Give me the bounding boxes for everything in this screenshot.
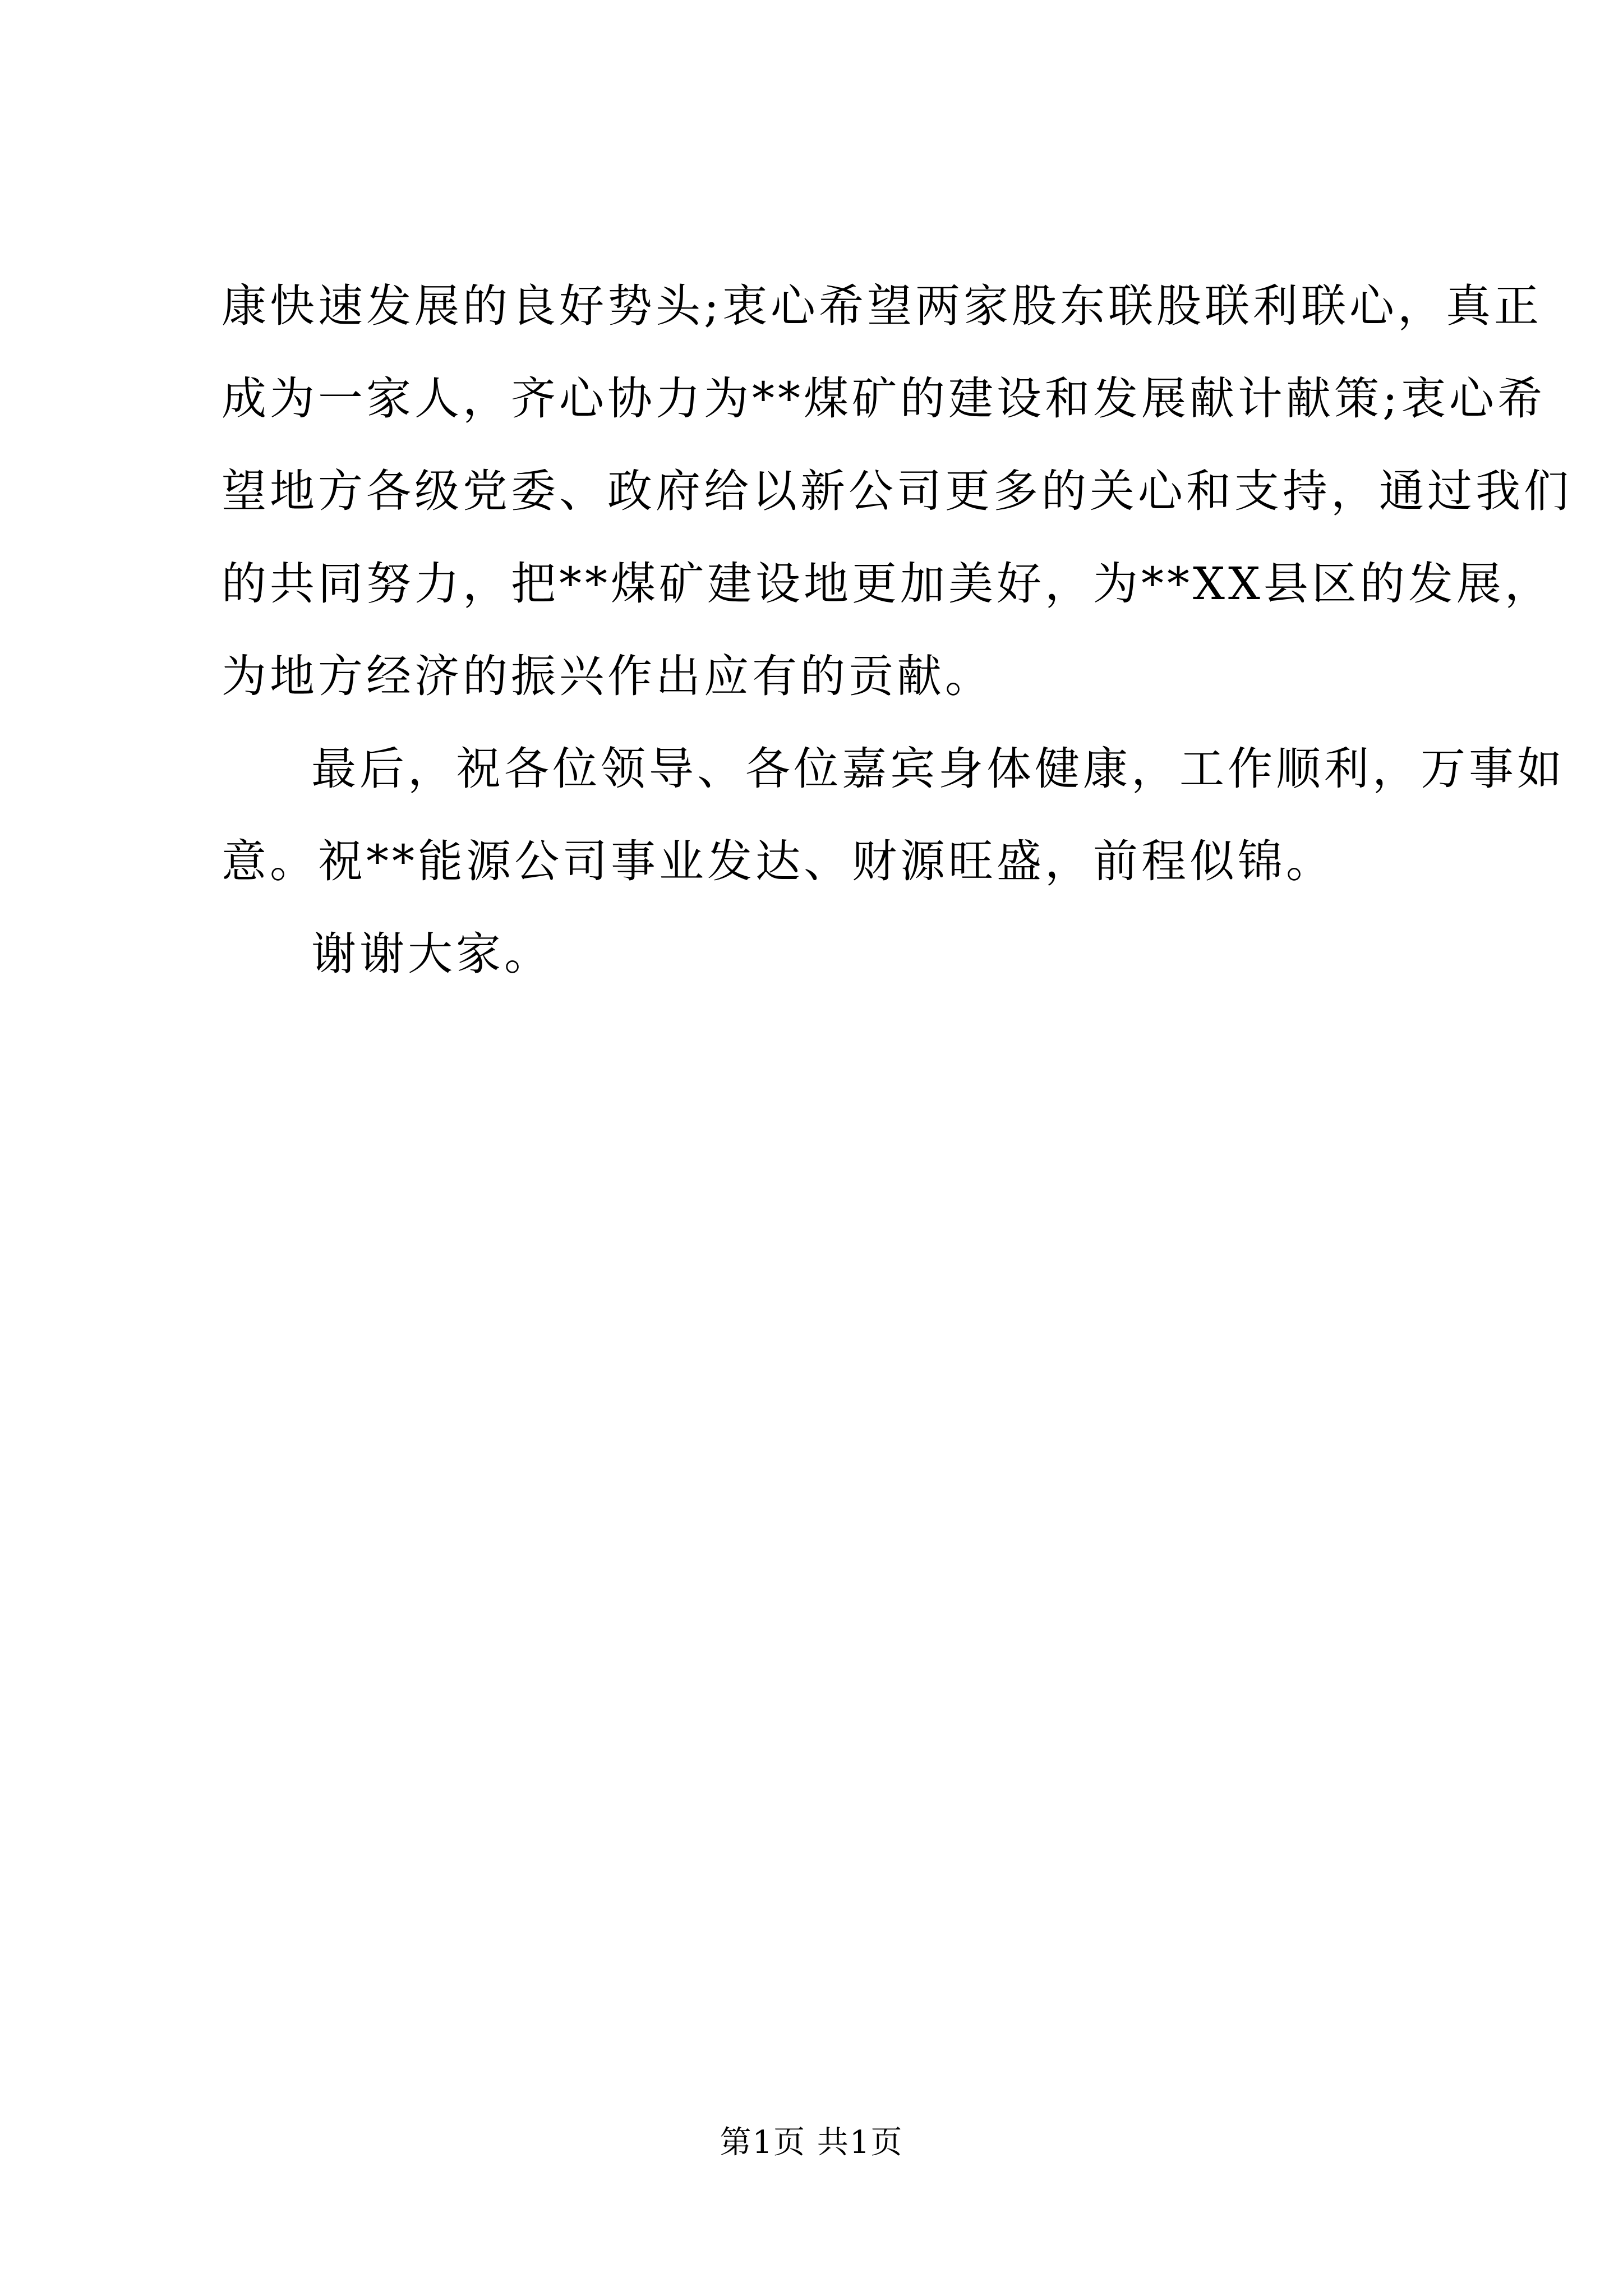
paragraph (222, 260, 1572, 723)
page-number-footer: 第1页 共1页 (720, 2124, 903, 2161)
paragraph (222, 908, 1433, 1000)
text-line: 的共同努力，把**煤矿建设地更加美好，为**XX县区的发展， (222, 558, 1553, 610)
text-line: 最后，祝各位领导、各位嘉宾身体健康，工作顺利，万事如 (311, 743, 1565, 795)
document-body (222, 260, 1572, 1000)
text-line: 成为一家人，齐心协力为**煤矿的建设和发展献计献策;衷心希 (222, 372, 1546, 425)
text-line: 谢谢大家。 (311, 928, 552, 980)
text-line: 望地方各级党委、政府给以新公司更多的关心和支持，通过我们 (222, 465, 1572, 517)
text-line: 意。祝**能源公司事业发达、财源旺盛，前程似锦。 (222, 835, 1334, 887)
paragraph (222, 723, 1565, 908)
text-line: 康快速发展的良好势头;衷心希望两家股东联股联利联心，真正 (222, 280, 1542, 332)
text-line: 为地方经济的振兴作出应有的贡献。 (222, 650, 993, 702)
